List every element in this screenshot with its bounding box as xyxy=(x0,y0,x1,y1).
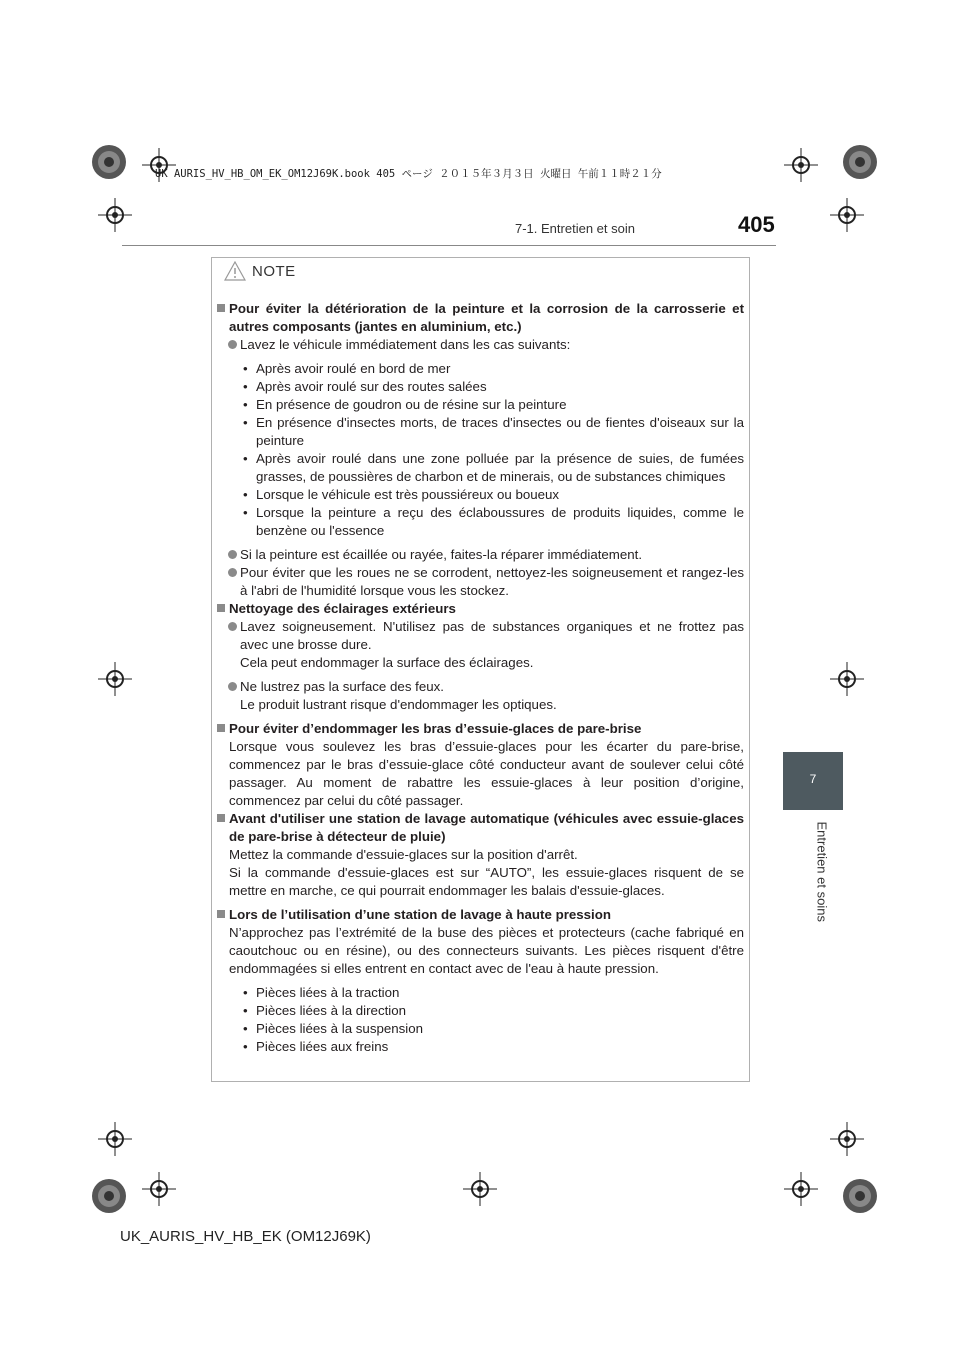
list-item xyxy=(216,618,744,672)
registration-mark-bl-2 xyxy=(142,1172,176,1206)
bullet-item: • Pièces liées à la traction xyxy=(216,984,744,1002)
section-heading: Lors de l’utilisation d’une station de lavage à haute pression xyxy=(216,906,744,924)
color-target-icon xyxy=(841,1177,879,1215)
registration-mark-mr xyxy=(830,662,864,696)
registration-mark-tr-1 xyxy=(784,148,818,182)
color-target-bottom-right xyxy=(841,1177,879,1215)
bullet-item: • Pièces liées aux freins xyxy=(216,1038,744,1056)
registration-mark-icon xyxy=(98,198,132,232)
registration-mark-ml xyxy=(98,662,132,696)
list-item: Si la peinture est écaillée ou rayée, faites-la réparer immédiatement. xyxy=(216,546,744,564)
registration-mark-icon xyxy=(98,662,132,696)
registration-mark-icon xyxy=(784,148,818,182)
color-target-top-right xyxy=(841,143,879,181)
chapter-label-text: Entretien et soins xyxy=(814,821,830,922)
list-item: Pour éviter que les roues ne se corrodent, nettoyez-les soigneusement et rangez-les à l'abri de l'humidité lorsque vous les stockez. xyxy=(216,564,744,600)
section-heading: Pour éviter la détérioration de la peinture et la corrosion de la carrosserie et autres composants (jantes en aluminium, etc.) xyxy=(216,300,744,336)
bullet-item: • Lorsque la peinture a reçu des éclaboussures de produits liquides, comme le benzène ou l'essence xyxy=(216,504,744,540)
bullet-list xyxy=(216,984,744,1056)
color-target-icon xyxy=(90,143,128,181)
bullet-item: • Après avoir roulé en bord de mer xyxy=(216,360,744,378)
registration-mark-tl-2 xyxy=(98,198,132,232)
registration-mark-br-2 xyxy=(784,1172,818,1206)
bullet-item: • Pièces liées à la direction xyxy=(216,1002,744,1020)
bullet-item: • Après avoir roulé sur des routes salées xyxy=(216,378,744,396)
note-content xyxy=(216,300,744,1062)
page-number: 405 xyxy=(738,212,775,237)
chapter-number: 7 xyxy=(809,772,817,786)
section-heading: Avant d'utiliser une station de lavage automatique (véhicules avec essuie-glaces de pare-brise à détecteur de pluie) xyxy=(216,810,744,846)
color-target-icon xyxy=(841,143,879,181)
list-item xyxy=(216,678,744,714)
paragraph-line: Mettez la commande d'essuie-glaces sur la position d'arrêt. xyxy=(229,847,578,862)
registration-mark-bc xyxy=(463,1172,497,1206)
bullet-item: • Après avoir roulé dans une zone polluée par la présence de suies, de fumées grasses, de poussières de charbon et de minerais, ou de substances chimiques xyxy=(216,450,744,486)
paragraph: N’approchez pas l’extrémité de la buse des pièces et protecteurs (cache fabriqué en caoutchouc ou en résine), ou des connecteurs suivants. Les pièces risquent d'être endommagées si elles entrent en contact avec de l'eau à haute pression. xyxy=(229,925,744,976)
list-item-line: Lavez soigneusement. N'utilisez pas de substances organiques et ne frottez pas avec une brosse dure. xyxy=(240,619,744,652)
color-target-top-left xyxy=(90,143,128,181)
color-target-bottom-left xyxy=(90,1177,128,1215)
list-item-line: Cela peut endommager la surface des éclairages. xyxy=(240,655,534,670)
paragraph xyxy=(216,846,744,900)
list-item-line: Ne lustrez pas la surface des feux. xyxy=(240,679,444,694)
chapter-label xyxy=(812,818,830,928)
paragraph: Lorsque vous soulevez les bras d’essuie-glaces pour les écarter du pare-brise, commencez par le bras d’essuie-glace côté conducteur avant de soulever celui côté passager. Au moment de rabattre les essuie-glaces à leur position d’origine, commencez par celui du côté passager. xyxy=(229,739,744,808)
paragraph-line: Si la commande d'essuie-glaces est sur “AUTO”, les essuie-glaces risquent de se mettre en marche, ce qui pourrait endommager les balais d'essuie-glaces. xyxy=(229,865,744,898)
section-heading: Pour éviter d’endommager les bras d’essuie-glaces de pare-brise xyxy=(216,720,744,738)
header-rule xyxy=(122,245,776,246)
list-item-line: Le produit lustrant risque d'endommager les optiques. xyxy=(240,697,557,712)
bullet-item: • En présence d'insectes morts, de traces d'insectes ou de fientes d'oiseaux sur la peinture xyxy=(216,414,744,450)
bullet-item: • Pièces liées à la suspension xyxy=(216,1020,744,1038)
bullet-list xyxy=(216,360,744,540)
section-title: 7-1. Entretien et soin xyxy=(515,221,635,236)
registration-mark-br-1 xyxy=(830,1122,864,1156)
warning-triangle-icon xyxy=(224,261,246,281)
registration-mark-icon xyxy=(830,198,864,232)
bullet-item: • En présence de goudron ou de résine sur la peinture xyxy=(216,396,744,414)
registration-mark-tr-2 xyxy=(830,198,864,232)
registration-mark-icon xyxy=(98,1122,132,1156)
registration-mark-icon xyxy=(463,1172,497,1206)
registration-mark-bl-1 xyxy=(98,1122,132,1156)
registration-mark-icon xyxy=(142,1172,176,1206)
list-item: Lavez le véhicule immédiatement dans les cas suivants: xyxy=(216,336,744,354)
note-header xyxy=(224,261,296,281)
bullet-item: • Lorsque le véhicule est très poussiéreux ou boueux xyxy=(216,486,744,504)
registration-mark-icon xyxy=(784,1172,818,1206)
print-header: UK AURIS_HV_HB_OM_EK_OM12J69K.book 405 ページ ２０１５年３月３日 火曜日 午前１１時２１分 xyxy=(155,168,662,180)
chapter-tab xyxy=(783,752,843,810)
footer-code: UK_AURIS_HV_HB_EK (OM12J69K) xyxy=(120,1228,371,1245)
note-title: NOTE xyxy=(252,262,296,280)
section-heading: Nettoyage des éclairages extérieurs xyxy=(216,600,744,618)
registration-mark-icon xyxy=(830,1122,864,1156)
registration-mark-icon xyxy=(830,662,864,696)
color-target-icon xyxy=(90,1177,128,1215)
